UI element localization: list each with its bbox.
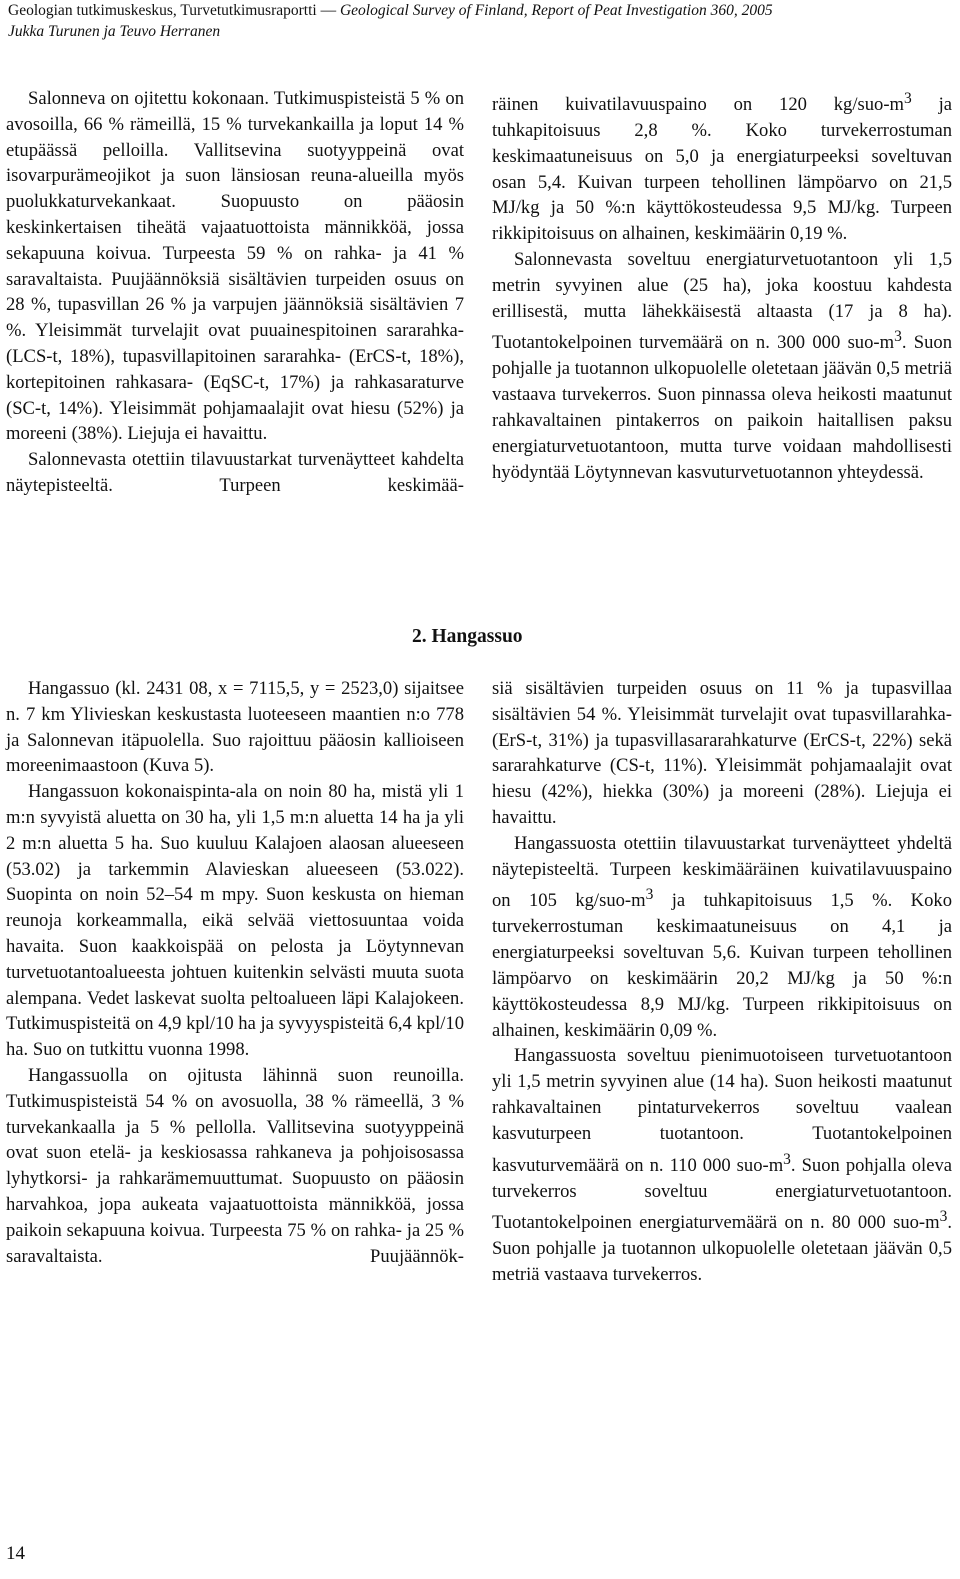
paragraph: Salonnevasta soveltuu energiaturvetuotantoon yli 1,5 metrin syvyinen alue (25 ha), joka koostuu kahdesta erillisestä, mutta lähekkäisestä altaasta (17 ja 8 ha). Tuotantokelpoinen turvemäärä on n. 300 000 suo-$m^3$. Suon pohjalle ja tuotannon ulkopuolelle oletetaan jäävän 0,5 metriä vastaava turvekerros. Suon pinnassa oleva heikosti maatunut rahkavaltainen pintakerros on paikoin haitallisen paksu energiaturvetuotantoon, mutta turve voidaan mahdollisesti hyödyntää Löytynnevan kasvuturvetuotannon yhteydessä. xyxy=(492,248,952,483)
column-bottom-left xyxy=(6,676,464,1269)
paragraph: siä sisältävien turpeiden osuus on 11 % ja tupasvillaa sisältävien 54 %. Yleisimmät turvelajit ovat tupasvillarahka- (ErS-t, 31%) ja tupasvillasararahkaturve (ErCS-t, 22%) sekä sararahkaturve (CS-t, 11%). Yleisimmät pohjamaalajit ovat hiesu (42%), hiekka (30%) ja moreeni (28%). Liejuja ei havaittu. xyxy=(492,678,952,828)
paragraph: Hangassuosta otettiin tilavuustarkat turvenäytteet yhdeltä näytepisteeltä. Turpeen keskimääräinen kuivatilavuuspaino on 105 $kg/suo-m^3$ ja tuhkapitoisuus 1,5 %. Koko turvekerrostuman keskimaatuneisuus on 4,1 ja energiaturpeeksi soveltuvan 5,6. Kuivan turpeen tehollinen lämpöarvo on keskimäärin 20,2 MJ/kg ja 50 %:n käyttökosteudessa 8,9 MJ/kg. Turpeen rikkipitoisuus on alhainen, keskimäärin 0,09 %. xyxy=(492,832,953,1041)
running-header xyxy=(8,0,773,42)
header-publisher: Geologian tutkimuskeskus, Turvetutkimusraportti — xyxy=(8,2,340,19)
section-heading: 2. Hangassuo xyxy=(412,626,523,647)
header-series: Geological Survey of Finland, Report of Peat Investigation 360, 2005 xyxy=(339,2,773,19)
paragraph: Hangassuo (kl. 2431 08, x = 7115,5, y = 2523,0) sijaitsee n. 7 km Ylivieskan keskustasta luoteeseen maantien n:o 778 ja Salonnevan itäpuolella. Suo rajoittuu pääosin kallioiseen moreenimaastoon (Kuva 5). xyxy=(6,678,464,777)
paragraph: Salonneva on ojitettu kokonaan. Tutkimuspisteistä 5 % on avosoilla, 66 % rämeillä, 15 % turvekankailla ja loput 14 % etupäässä pelloilla. Vallitsevina suotyyppeinä ovat isovarpurämeojikot ja suon länsiosan reuna-alueilla myös puolukkaturvekankaat. Suopuusto on pääosin keskinkertaisen tiheätä vajaatuottoista männikköä, jossa sekapuuna koivua. Turpeesta 59 % on rahka- ja 41 % saravaltaista. Puujäännöksiä sisältävien turpeiden osuus on 28 %, tupasvillan 26 % ja varpujen jäännöksiä sisältävien 7 %. Yleisimmät turvelajit ovat puuainespitoinen sararahka- (LCS-t, 18%), tupasvillapitoinen sararahka- (ErCS-t, 18%), kortepitoinen rahkasara- (EqSC-t, 17%) ja rahkasaraturve (SC-t, 14%). Yleisimmät pohjamaalajit ovat hiesu (52%) ja moreeni (38%). Liejuja ei havaittu. xyxy=(6,88,464,445)
header-line-1 xyxy=(8,0,773,21)
paragraph: Hangassuon kokonaispinta-ala on noin 80 ha, mistä yli 1 m:n syvyistä aluetta on 30 ha, yli 1,5 m:n aluetta 14 ha ja yli 2 m:n aluetta 5 ha. Suo kuuluu Kalajoen alaosan alueeseen (53.02) ja tarkemmin Alavieskan alueeseen (53.022). Suopinta on noin 52–54 m mpy. Suon keskusta on hieman reunoja korkeammalla, eikä selvää viettosuuntaa voida havaita. Suon kaakkoispää on pelosta ja Löytynnevan turvetuotantoalueesta johtuen kuitenkin selvästi muuta suota alempana. Vedet laskevat suolta peltoalueen läpi Kalajokeen. Tutkimuspisteitä on 4,9 kpl/10 ha ja syvyyspisteitä 6,4 kpl/10 ha. Suo on tutkittu vuonna 1998. xyxy=(6,781,464,1061)
paragraph: Salonnevasta otettiin tilavuustarkat turvenäytteet kahdelta näytepisteeltä. Turpeen keskimää- xyxy=(6,449,464,496)
paragraph: Hangassuolla on ojitusta lähinnä suon reunoilla. Tutkimuspisteistä 54 % on avosuolla, 38 % rämeellä, 3 % turvekankaalla ja 5 % pellolla. Vallitsevina suotyyppeinä ovat suon etelä- ja keskiosassa rahkaneva ja pohjoisosassa lyhytkorsi- ja rahkarämemuuttumat. Suopuusto on pääosin harvahkoa, jopa aukeata vajaatuottoista männikköä, jossa paikoin sekapuuna koivua. Turpeesta 75 % on rahka- ja 25 % saravaltaista. Puujäännök- xyxy=(6,1064,464,1267)
page-number: 14 xyxy=(6,1543,25,1564)
paragraph: Hangassuosta soveltuu pienimuotoiseen turvetuotantoon yli 1,5 metrin syvyinen alue (14 ha). Suon heikosti maatunut rahkavaltainen pintaturvekerros soveltuu vaalean kasvuturpeen tuotantoon. Tuotantokelpoinen kasvuturvemäärä on n. 110 000 suo-$m^3$. Suon pohjalla oleva turvekerros soveltuu energiaturvetuotantoon. Tuotantokelpoinen energiaturvemäärä on n. 80 000 suo-$m^3$. Suon pohjalle ja tuotannon ulkopuolelle oletetaan jäävän 0,5 metriä vastaava turvekerros. xyxy=(492,1045,952,1286)
column-top-right xyxy=(492,86,952,485)
paragraph: räinen kuivatilavuuspaino on 120 $kg/suo-m^3$ ja tuhkapitoisuus 2,8 %. Koko turvekerrostuman keskimaatuneisuus on 5,0 ja energiaturpeeksi soveltuvan osan 5,4. Kuivan turpeen tehollinen lämpöarvo on 21,5 MJ/kg ja 50 %:n käyttökosteudessa 9,5 MJ/kg. Turpeen rikkipitoisuus on alhainen, keskimäärin 0,19 %. xyxy=(492,90,952,245)
header-authors: Jukka Turunen ja Teuvo Herranen xyxy=(8,23,221,40)
column-bottom-right xyxy=(492,676,952,1288)
column-top-left xyxy=(6,86,464,499)
